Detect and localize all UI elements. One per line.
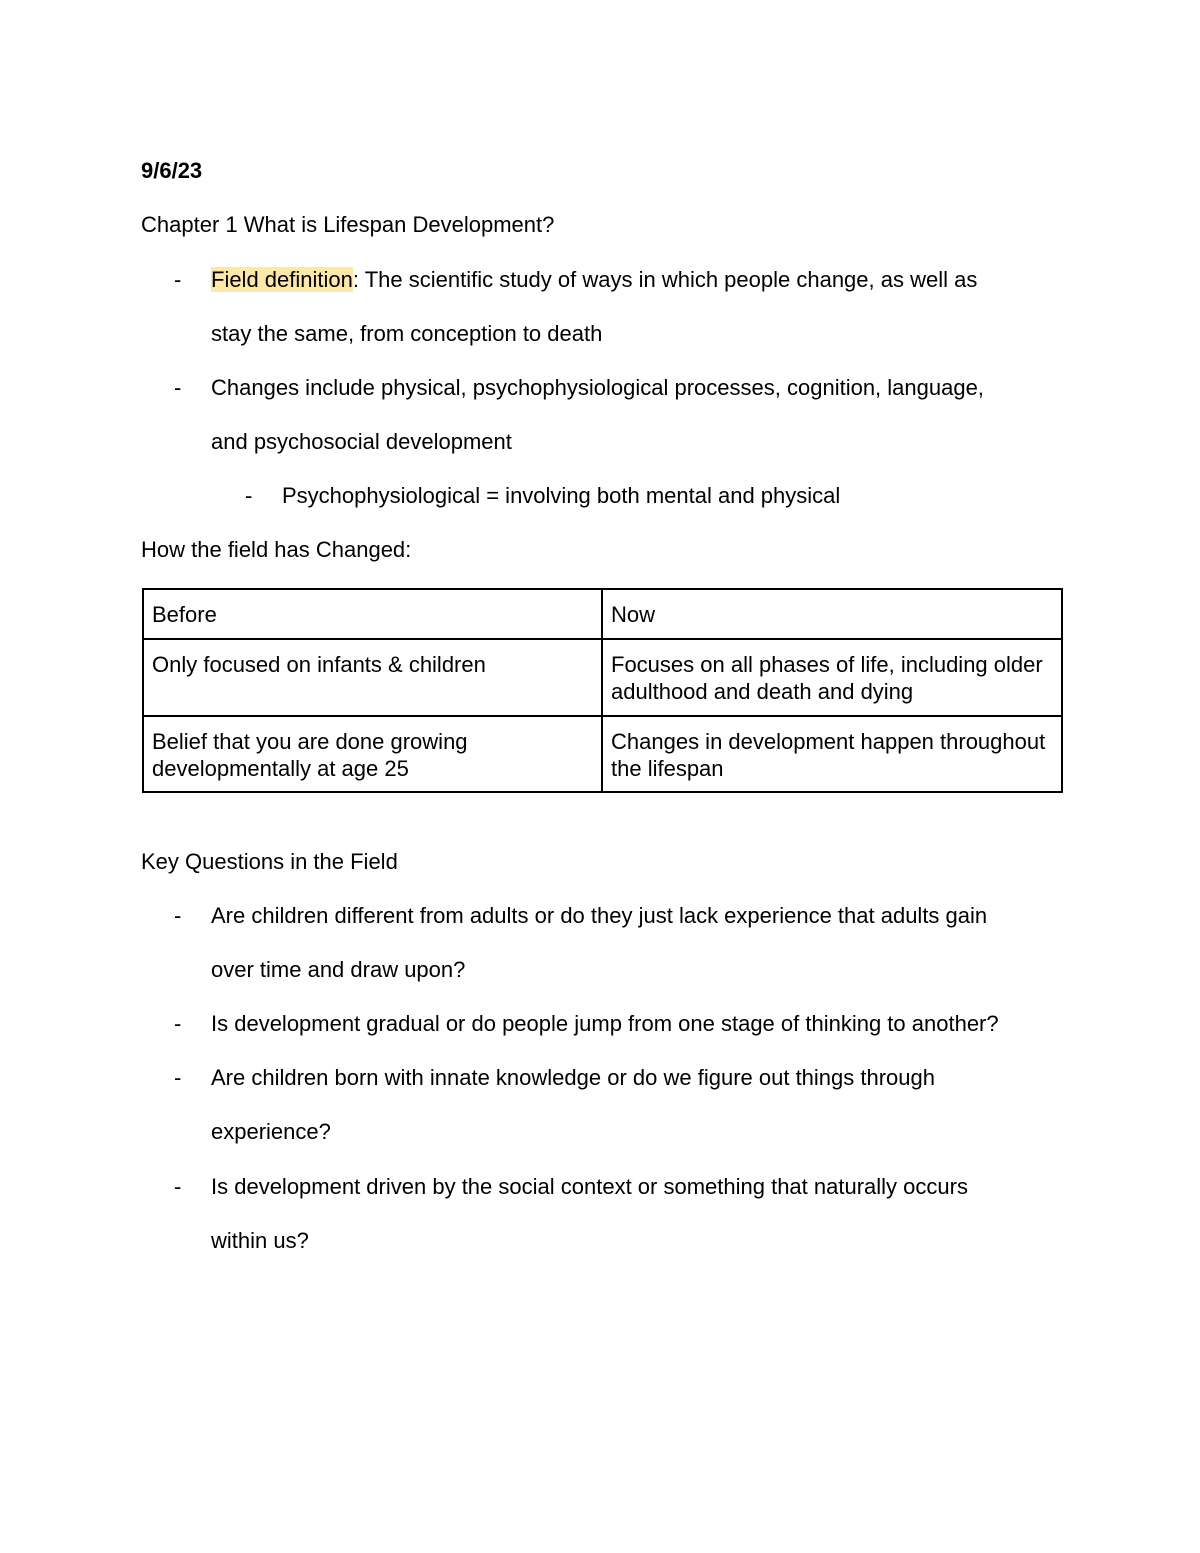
definition-line-2: stay the same, from conception to death	[211, 321, 603, 346]
chapter-title: Chapter 1 What is Lifespan Development?	[141, 212, 555, 237]
bullet-dash: -	[174, 375, 182, 400]
bullet-dash: -	[174, 267, 182, 292]
changes-line-2: and psychosocial development	[211, 429, 512, 454]
table-cell: Focuses on all phases of life, including older adulthood and death and dying	[602, 639, 1062, 716]
table-row	[143, 716, 1062, 792]
psychophysiological-definition: Psychophysiological = involving both mental and physical	[282, 483, 841, 508]
table-header-row	[143, 589, 1062, 639]
question-1-line-1: Are children different from adults or do they just lack experience that adults gain	[211, 903, 988, 928]
table-header-cell: Now	[602, 589, 1062, 639]
question-4-line-1: Is development driven by the social context or something that naturally occurs	[211, 1174, 968, 1199]
question-1-line-2: over time and draw upon?	[211, 957, 466, 982]
definition-line-1	[211, 266, 977, 294]
changes-line-1: Changes include physical, psychophysiological processes, cognition, language,	[211, 375, 984, 400]
definition-text: : The scientific study of ways in which people change, as well as	[352, 267, 978, 292]
question-3-line-2: experience?	[211, 1119, 331, 1144]
question-2-line-1: Is development gradual or do people jump from one stage of thinking to another?	[211, 1011, 999, 1036]
sub-bullet-dash: -	[245, 483, 253, 508]
bullet-dash: -	[174, 903, 182, 928]
question-3-line-1: Are children born with innate knowledge or do we figure out things through	[211, 1065, 936, 1090]
key-questions-heading: Key Questions in the Field	[141, 849, 398, 874]
definition-term-highlight: Field definition	[211, 267, 353, 292]
table-cell: Only focused on infants & children	[143, 639, 602, 716]
table-header-cell: Before	[143, 589, 602, 639]
bullet-dash: -	[174, 1174, 182, 1199]
question-4-line-2: within us?	[211, 1228, 309, 1253]
note-date: 9/6/23	[141, 158, 203, 183]
table-cell: Belief that you are done growing developmentally at age 25	[143, 716, 602, 792]
before-now-table	[142, 588, 1063, 793]
how-changed-heading: How the field has Changed:	[141, 537, 412, 562]
bullet-dash: -	[174, 1065, 182, 1090]
table-row	[143, 639, 1062, 716]
table-cell: Changes in development happen throughout the lifespan	[602, 716, 1062, 792]
bullet-dash: -	[174, 1011, 182, 1036]
